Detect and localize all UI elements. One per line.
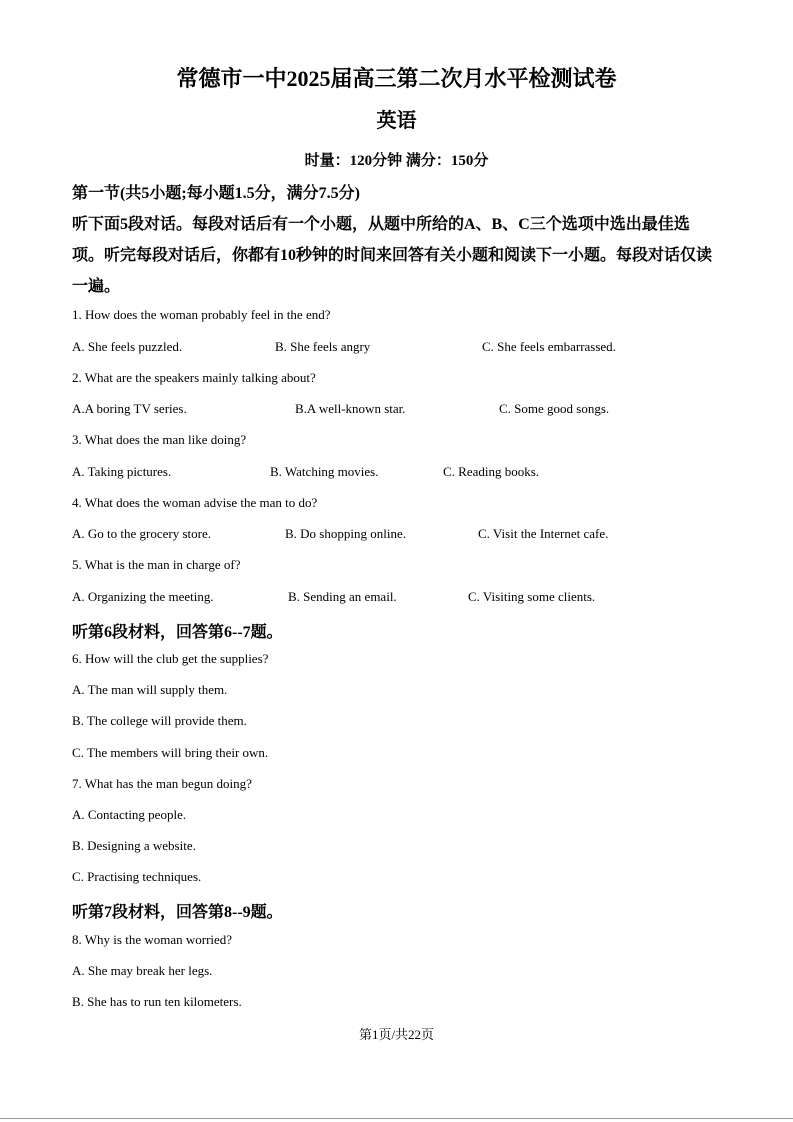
- question-1-option-b: B. She feels angry: [275, 339, 371, 354]
- question-4-option-c: C. Visit the Internet cafe.: [478, 526, 609, 541]
- question-3-option-b: B. Watching movies.: [270, 464, 379, 479]
- question-7-option-a: A. Contacting people.: [72, 807, 187, 822]
- question-7-stem: 7. What has the man begun doing?: [72, 776, 252, 791]
- page-bottom-divider: [0, 1118, 793, 1119]
- question-6-stem: 6. How will the club get the supplies?: [72, 651, 269, 666]
- question-5-option-c: C. Visiting some clients.: [468, 589, 596, 604]
- section-heading: 第一节(共5小题;每小题1.5分，满分7.5分): [72, 185, 360, 202]
- instructions-line-3: 一遍。: [72, 278, 121, 295]
- question-8-option-a: A. She may break her legs.: [72, 963, 213, 978]
- question-8-option-b: B. She has to run ten kilometers.: [72, 994, 242, 1009]
- question-1-stem: 1. How does the woman probably feel in the end?: [72, 307, 331, 322]
- question-2-option-c: C. Some good songs.: [499, 401, 610, 416]
- question-4-option-a: A. Go to the grocery store.: [72, 526, 211, 541]
- question-3-stem: 3. What does the man like doing?: [72, 432, 247, 447]
- exam-meta: 时量：120分钟 满分：150分: [304, 153, 489, 169]
- question-5-stem: 5. What is the man in charge of?: [72, 557, 241, 572]
- question-6-option-c: C. The members will bring their own.: [72, 745, 269, 760]
- question-1-option-c: C. She feels embarrassed.: [482, 339, 616, 354]
- question-4-stem: 4. What does the woman advise the man to do?: [72, 495, 318, 510]
- question-7-option-c: C. Practising techniques.: [72, 869, 202, 884]
- part-7-heading: 听第7段材料，回答第8--9题。: [72, 904, 283, 921]
- document-title: 常德市一中2025届高三第二次月水平检测试卷: [176, 66, 617, 91]
- subject-title: 英语: [376, 110, 417, 132]
- question-5-option-b: B. Sending an email.: [288, 589, 397, 604]
- question-5-option-a: A. Organizing the meeting.: [72, 589, 214, 604]
- instructions-line-1: 听下面5段对话。每段对话后有一个小题，从题中所给的A、B、C三个选项中选出最佳选: [72, 216, 690, 233]
- question-2-option-a: A.A boring TV series.: [72, 401, 187, 416]
- question-3-option-a: A. Taking pictures.: [72, 464, 172, 479]
- question-1-option-a: A. She feels puzzled.: [72, 339, 183, 354]
- page-number: 第1页/共22页: [358, 1027, 435, 1042]
- question-6-option-b: B. The college will provide them.: [72, 713, 247, 728]
- part-6-heading: 听第6段材料，回答第6--7题。: [72, 624, 283, 641]
- question-4-option-b: B. Do shopping online.: [285, 526, 406, 541]
- question-8-stem: 8. Why is the woman worried?: [72, 932, 233, 947]
- question-2-option-b: B.A well-known star.: [295, 401, 406, 416]
- instructions-line-2: 项。听完每段对话后，你都有10秒钟的时间来回答有关小题和阅读下一小题。每段对话仅读: [72, 247, 713, 264]
- question-3-option-c: C. Reading books.: [443, 464, 540, 479]
- question-6-option-a: A. The man will supply them.: [72, 682, 228, 697]
- question-7-option-b: B. Designing a website.: [72, 838, 196, 853]
- question-2-stem: 2. What are the speakers mainly talking about?: [72, 370, 316, 385]
